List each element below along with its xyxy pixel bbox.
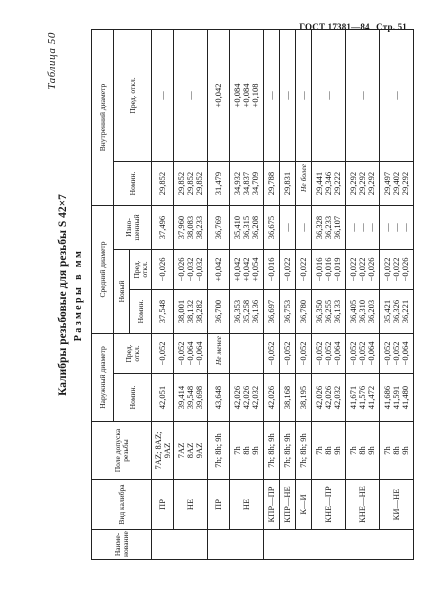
page-number: Стр. 51 xyxy=(376,22,407,32)
header-field: Поле допуска резьбы xyxy=(92,422,152,480)
table-row xyxy=(174,30,208,560)
cell-inner-nom: 29,852 xyxy=(152,162,174,206)
cell-mid-worn: — — — xyxy=(346,206,380,250)
header-mid-dev: Пред. откл. xyxy=(130,250,152,290)
header-kind: Вид калибра xyxy=(92,480,152,530)
cell-inner-dev: — xyxy=(152,30,174,162)
cell-mid-worn: — xyxy=(280,206,296,250)
cell-inner-dev: +0,042 xyxy=(208,30,230,162)
cell-inner-dev: — xyxy=(312,30,346,162)
cell-field: 7h; 8h; 9h xyxy=(280,422,296,480)
cell-mid-dev: −0,022 xyxy=(280,250,296,290)
cell-mid-nom: 36,753 xyxy=(280,290,296,334)
cell-kind: КНЕ—НЕ xyxy=(346,480,380,530)
cell-field: 7h 8h 9h xyxy=(346,422,380,480)
cell-inner-nom: 29,292 29,292 29,292 xyxy=(346,162,380,206)
cell-outer-dev: −0,052 −0,064 −0,064 xyxy=(174,334,208,374)
header-outer: Наружный диаметр xyxy=(92,334,114,422)
cell-outer-dev: −0,052 xyxy=(264,334,280,374)
standard-number: ГОСТ 17381—84 xyxy=(299,22,370,32)
cell-mid-nom: 38,001 38,132 38,282 xyxy=(174,290,208,334)
cell-outer-dev xyxy=(230,334,264,374)
thread-gauge-table xyxy=(91,29,414,560)
group-rings xyxy=(208,530,264,560)
cell-field: 7h; 8h; 9h xyxy=(264,422,280,480)
header-worn: Изно-шенный xyxy=(114,206,152,250)
cell-inner-dev: — xyxy=(264,30,280,162)
cell-mid-dev: −0,022 −0,022 −0,026 xyxy=(346,250,380,290)
cell-inner-dev: — xyxy=(380,30,414,162)
cell-mid-dev: −0,026 xyxy=(152,250,174,290)
cell-outer-dev: −0,052 −0,052 −0,064 xyxy=(380,334,414,374)
cell-outer-nom: 42,051 xyxy=(152,374,174,422)
cell-outer-dev: −0,052 xyxy=(280,334,296,374)
cell-mid-nom: 35,421 36,326 36,221 xyxy=(380,290,414,334)
cell-mid-worn: 36,675 xyxy=(264,206,280,250)
cell-mid-nom: 36,780 xyxy=(296,290,312,334)
cell-inner-dev: — xyxy=(346,30,380,162)
header-mid-nom: Номин. xyxy=(130,290,152,334)
cell-field: 7AZ 8AZ 9AZ xyxy=(174,422,208,480)
cell-outer-dev: −0,052 xyxy=(296,334,312,374)
header-outer-dev: Пред. откл. xyxy=(114,334,152,374)
cell-kind: КПР—НЕ xyxy=(280,480,296,530)
table-row xyxy=(152,30,174,560)
cell-field: 7AZ; 8AZ; 9AZ xyxy=(152,422,174,480)
cell-inner-nom: 29,852 29,852 29,852 xyxy=(174,162,208,206)
cell-kind: НЕ xyxy=(230,480,264,530)
cell-outer-dev: −0,052 −0,052 −0,064 xyxy=(312,334,346,374)
cell-mid-nom: 36,405 36,310 36,203 xyxy=(346,290,380,334)
cell-mid-worn: 37,960 38,083 38,233 xyxy=(174,206,208,250)
cell-inner-nom: 29,497 29,402 29,292 xyxy=(380,162,414,206)
rotated-table-block xyxy=(46,30,410,560)
cell-outer-nom: 41,686 41,591 41,480 xyxy=(380,374,414,422)
note-ne-menee: Не менее xyxy=(208,334,230,374)
cell-mid-nom: 36,353 35,258 36,136 xyxy=(230,290,264,334)
cell-field: 7h; 8h; 9h xyxy=(208,422,230,480)
header-outer-nom: Номин. xyxy=(114,374,152,422)
cell-inner-dev: — xyxy=(296,30,312,162)
table-title: Калибры резьбовые для резьбы S 42×7 xyxy=(57,194,69,396)
cell-outer-nom: 43,648 xyxy=(208,374,230,422)
note-ne-bolee: Не более xyxy=(296,162,312,206)
cell-outer-nom: 38,195 xyxy=(296,374,312,422)
cell-mid-dev: +0,042 xyxy=(208,250,230,290)
cell-field: 7h 8h 9h xyxy=(380,422,414,480)
cell-mid-worn: 36,769 xyxy=(208,206,230,250)
group-control xyxy=(264,530,414,560)
cell-mid-dev: +0,042 +0,042 +0,054 xyxy=(230,250,264,290)
table-row xyxy=(230,30,264,560)
cell-mid-worn: 35,410 36,315 36,208 xyxy=(230,206,264,250)
header-inner-dev: Пред. откл. xyxy=(114,30,152,162)
cell-mid-worn: — — — xyxy=(380,206,414,250)
cell-kind: ПР xyxy=(208,480,230,530)
table-row xyxy=(296,30,312,560)
cell-kind: КИ—НЕ xyxy=(380,480,414,530)
cell-inner-nom: 29,788 xyxy=(264,162,280,206)
header-inner-nom: Номин. xyxy=(114,162,152,206)
cell-kind: НЕ xyxy=(174,480,208,530)
cell-outer-nom: 42,026 42,026 42,032 xyxy=(230,374,264,422)
table-row xyxy=(346,30,380,560)
cell-outer-dev: −0,052 −0,052 −0,064 xyxy=(346,334,380,374)
cell-field: 7h 8h 9h xyxy=(230,422,264,480)
cell-outer-nom: 38,168 xyxy=(280,374,296,422)
cell-mid-dev: −0,022 xyxy=(296,250,312,290)
cell-kind: КНЕ—ПР xyxy=(312,480,346,530)
table-row xyxy=(208,30,230,560)
cell-mid-dev: −0,016 −0,016 −0,019 xyxy=(312,250,346,290)
cell-inner-nom: 34,932 34,837 34,709 xyxy=(230,162,264,206)
cell-outer-nom: 42,026 xyxy=(264,374,280,422)
table-number: Таблица 50 xyxy=(46,32,58,90)
cell-kind: К—И xyxy=(296,480,312,530)
cell-mid-dev: −0,022 −0,022 −0,026 xyxy=(380,250,414,290)
cell-inner-dev: — xyxy=(280,30,296,162)
cell-field: 7h; 8h; 9h xyxy=(296,422,312,480)
cell-mid-nom: 37,548 xyxy=(152,290,174,334)
cell-mid-dev: −0,026 −0,032 −0,032 xyxy=(174,250,208,290)
cell-kind: КПР—ПР xyxy=(264,480,280,530)
group-plugs xyxy=(152,530,208,560)
cell-mid-nom: 36,350 36,255 36,133 xyxy=(312,290,346,334)
cell-outer-nom: 41,671 41,576 41,472 xyxy=(346,374,380,422)
table-row xyxy=(264,30,280,560)
units-line: Размеры в мм xyxy=(73,248,84,342)
cell-inner-nom: 31,479 xyxy=(208,162,230,206)
cell-mid-worn: — xyxy=(296,206,312,250)
table-row xyxy=(312,30,346,560)
cell-mid-nom: 36,700 xyxy=(208,290,230,334)
header-new: Новый xyxy=(114,250,130,334)
header-middle: Средний диаметр xyxy=(92,206,114,334)
cell-outer-nom: 39,414 39,548 39,698 xyxy=(174,374,208,422)
cell-mid-worn: 36,328 36,233 36,107 xyxy=(312,206,346,250)
cell-mid-nom: 36,697 xyxy=(264,290,280,334)
cell-mid-worn: 37,496 xyxy=(152,206,174,250)
cell-mid-dev: −0,016 xyxy=(264,250,280,290)
cell-inner-dev: — xyxy=(174,30,208,162)
header-inner: Внутренний диаметр xyxy=(92,30,114,206)
table-row xyxy=(280,30,296,560)
cell-inner-nom: 29,441 29,346 29,222 xyxy=(312,162,346,206)
table-row xyxy=(380,30,414,560)
cell-outer-nom: 42,026 42,026 42,032 xyxy=(312,374,346,422)
cell-kind: ПР xyxy=(152,480,174,530)
cell-outer-dev: −0,052 xyxy=(152,334,174,374)
cell-inner-dev: +0,084 +0,084 +0,108 xyxy=(230,30,264,162)
header-name: Наиме-нование xyxy=(92,530,152,560)
cell-inner-nom: 29,831 xyxy=(280,162,296,206)
cell-field: 7h 8h 9h xyxy=(312,422,346,480)
